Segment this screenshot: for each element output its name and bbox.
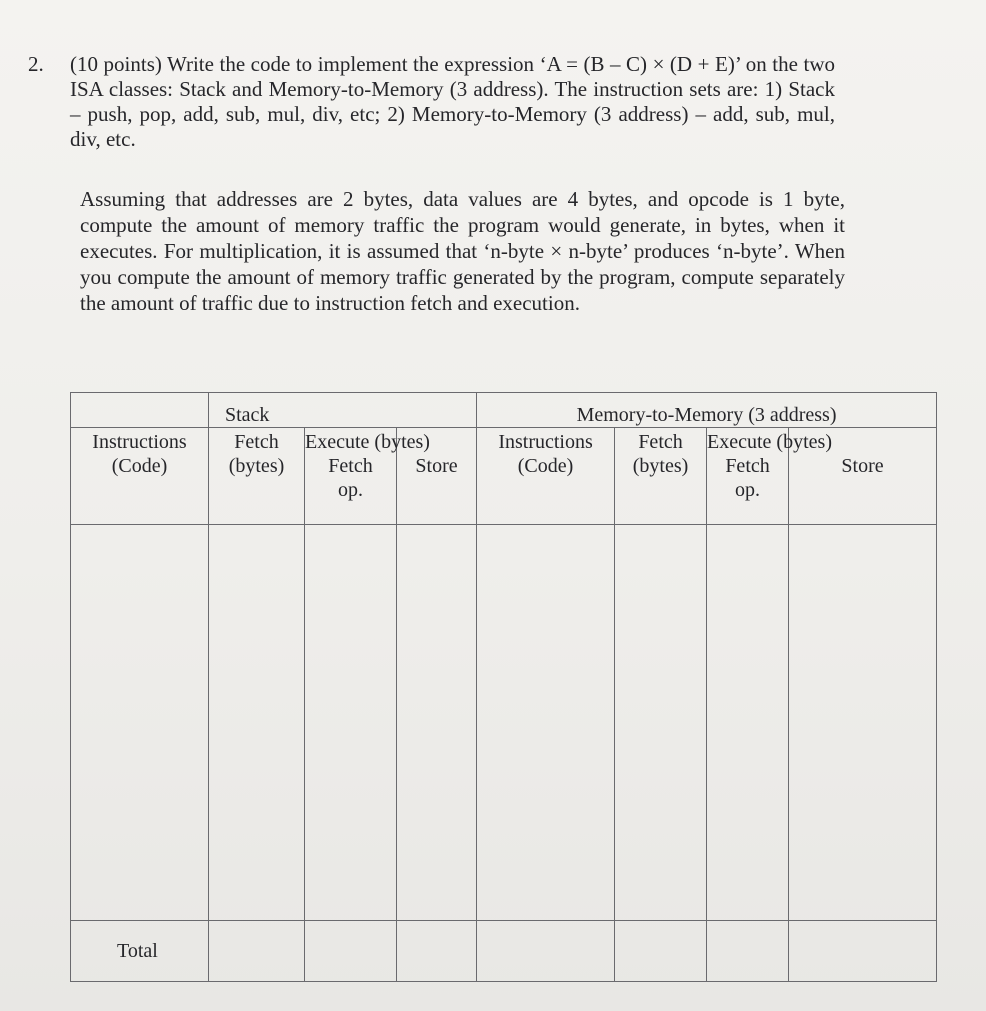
stack-instructions-cell[interactable]: [71, 525, 209, 921]
question-prompt: [70, 52, 835, 152]
question-number: 2.: [28, 52, 44, 76]
memory-fetch-total-cell[interactable]: [615, 921, 707, 982]
assumption-paragraph: [80, 186, 845, 316]
memory-instructions-header: Instructions (Code): [477, 428, 615, 525]
stack-fetch-header: Fetch (bytes): [209, 428, 305, 525]
memory-instructions-cell[interactable]: [477, 525, 615, 921]
memory-exec-store-cell[interactable]: [789, 525, 937, 921]
stack-exec-fetch-total-cell[interactable]: [305, 921, 397, 982]
memory-exec-store-header: Store: [789, 428, 937, 525]
stack-exec-store-cell[interactable]: [397, 525, 477, 921]
stack-fetch-total-cell[interactable]: [209, 921, 305, 982]
memory-exec-fetch-total-cell[interactable]: [707, 921, 789, 982]
stack-exec-store-total-cell[interactable]: [397, 921, 477, 982]
stack-section-title: Stack: [209, 393, 477, 428]
memory-section-title: Memory-to-Memory (3 address): [477, 393, 937, 428]
stack-exec-store-header: Store: [397, 428, 477, 525]
memory-fetch-header: Fetch (bytes): [615, 428, 707, 525]
stack-instructions-header: Instructions (Code): [71, 428, 209, 525]
memory-fetch-cell[interactable]: [615, 525, 707, 921]
question-prompt-text: (10 points) Write the code to implement the expression ‘A = (B – C) × (D + E)’ on the two ISA classes: Stack and Memory-to-Memory (3 address). The instruction sets are: 1) Stack – push, pop, add, sub, mul, div, etc; 2) Memory-to-Memory (3 address) – add, sub, mul, div, etc.: [70, 52, 835, 151]
memory-exec-fetch-cell[interactable]: [707, 525, 789, 921]
answer-table: [70, 392, 936, 982]
stack-exec-fetch-header: Execute (bytes) Fetch op.: [305, 428, 397, 525]
memory-exec-store-total-cell[interactable]: [789, 921, 937, 982]
memory-instructions-total-cell[interactable]: [477, 921, 615, 982]
stack-exec-fetch-cell[interactable]: [305, 525, 397, 921]
memory-exec-fetch-header: Execute (bytes) Fetch op.: [707, 428, 789, 525]
assumption-text: Assuming that addresses are 2 bytes, data values are 4 bytes, and opcode is 1 byte, compute the amount of memory traffic the program would generate, in bytes, when it executes. For multiplication, it is assumed that ‘n-byte × n-byte’ produces ‘n-byte’. When you compute the amount of memory traffic generated by the program, compute separately the amount of traffic due to instruction fetch and execution.: [80, 187, 845, 315]
total-label: Total: [71, 921, 209, 982]
stack-fetch-cell[interactable]: [209, 525, 305, 921]
